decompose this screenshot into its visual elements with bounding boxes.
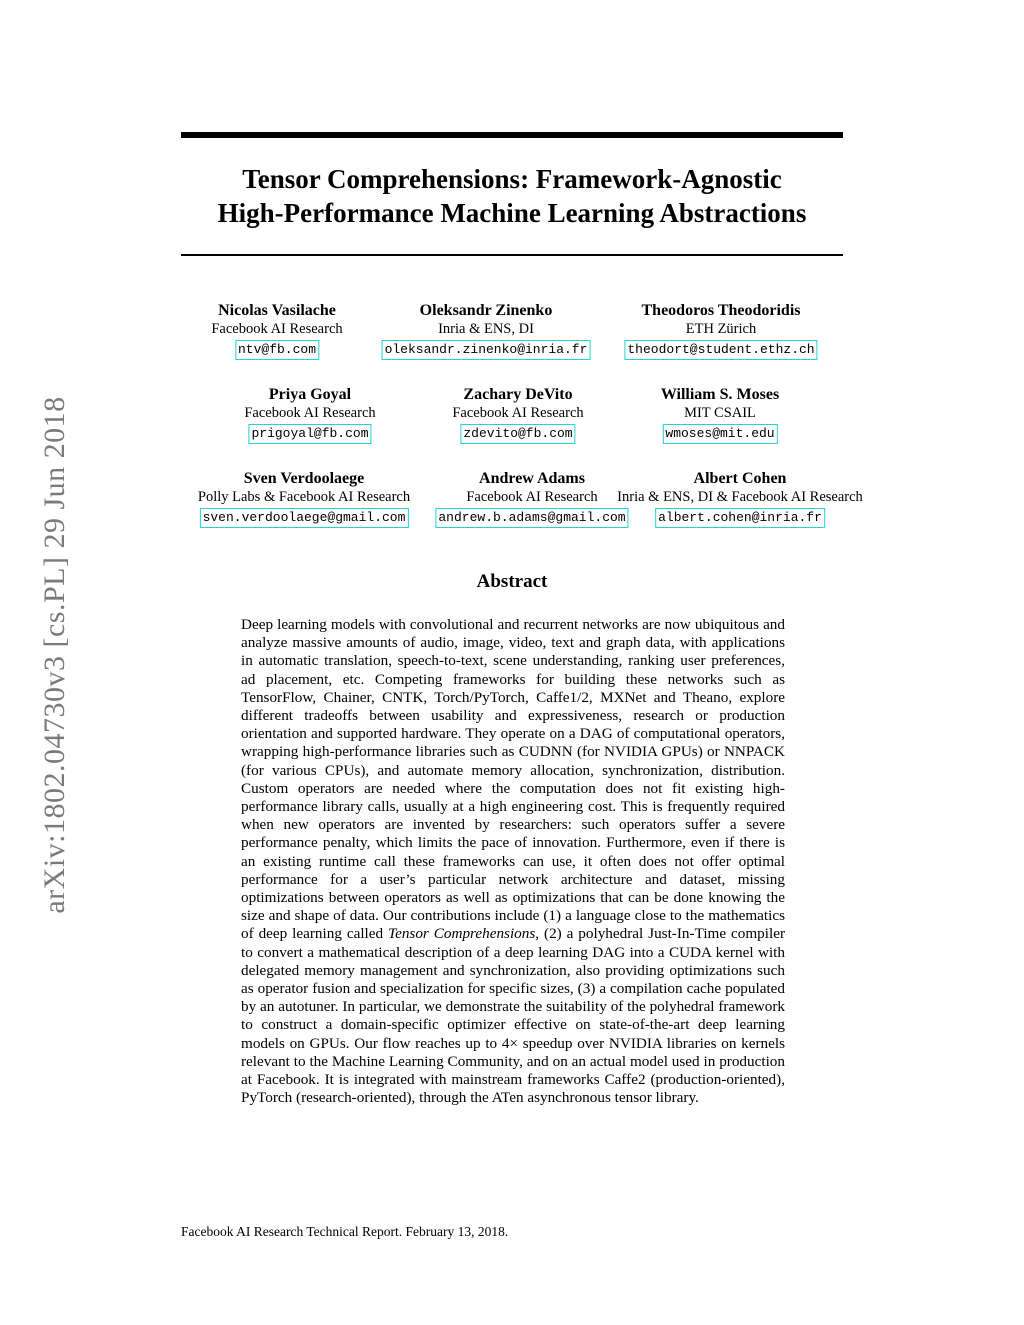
author-email-link[interactable]: wmoses@mit.edu [662,424,777,444]
author-block [244,385,375,444]
author-email-link[interactable]: oleksandr.zinenko@inria.fr [382,340,591,360]
author-email-link[interactable]: prigoyal@fb.com [248,424,371,444]
title-top-rule [181,132,843,138]
paper-title-line-1: Tensor Comprehensions: Framework-Agnostic [242,164,782,194]
author-email-link[interactable]: albert.cohen@inria.fr [655,508,825,528]
paper-title-line-2: High-Performance Machine Learning Abstractions [217,198,807,228]
author-affiliation: Facebook AI Research [466,489,598,505]
abstract-text-part-1: Deep learning models with convolutional and recurrent networks are now ubiquitous and analyze massive amounts of audio, image, video, text and graph data, with applications in automatic translation, speech-to-text, scene understanding, ranking user preferences, ad placement, etc. Competing frameworks for building these networks such as TensorFlow, Chainer, CNTK, Torch/PyTorch, Caffe1/2, MXNet and Theano, explore different tradeoffs between usability and expressiveness, research or production orientation and supported hardware. They operate on a DAG of computational operators, wrapping high-performance libraries such as CUDNN (for NVIDIA GPUs) or NNPACK (for various CPUs), and automate memory allocation, synchronization, distribution. Custom operators are needed where the computation does not fit existing high-performance library calls, usually at a high engineering cost. This is frequently required when new operators are invented by researchers: such operators suffer a severe performance penalty, which limits the pace of innovation. Furthermore, even if there is an existing runtime call these frameworks can use, it often does not offer optimal performance for a user’s particular network architecture and dataset, missing optimizations between operators as well as optimizations that can be done knowing the size and shape of data. Our contributions include (1) a language close to the mathematics of deep learning called [241,616,785,943]
paper-title [181,162,843,230]
author-affiliation: Inria & ENS, DI [438,321,534,337]
author-name: Andrew Adams [479,470,585,487]
author-name: William S. Moses [660,386,780,403]
author-affiliation: ETH Zürich [685,321,757,337]
abstract-text-part-2: , (2) a polyhedral Just-In-Time compiler to convert a mathematical description of a deep learning DAG into a CUDA kernel with delegated memory management and synchronization, also providing optimizations such as operator fusion and specialization for specific sizes, (3) a compilation cache populated by an autotuner. In particular, we demonstrate the suitability of the polyhedral framework to construct a domain-specific optimizer effective on state-of-the-art deep learning models on GPUs. Our flow reaches up to 4× speedup over NVIDIA libraries on kernels relevant to the Machine Learning Community, and on an actual model used in production at Facebook. It is integrated with mainstream frameworks Caffe2 (production-oriented), PyTorch (research-oriented), through the ATen asynchronous tensor library. [241,925,785,1107]
author-block [198,469,410,528]
author-email-link[interactable]: sven.verdoolaege@gmail.com [200,508,409,528]
author-email-link[interactable]: andrew.b.adams@gmail.com [435,508,628,528]
author-affiliation: Facebook AI Research [211,321,343,337]
author-affiliation: Polly Labs & Facebook AI Research [197,489,411,505]
author-name: Zachary DeVito [463,386,573,403]
author-block [382,301,591,360]
author-name: Oleksandr Zinenko [419,302,553,319]
abstract-emphasis: Tensor Comprehensions [388,925,536,943]
abstract-paragraph [241,616,785,1107]
title-bottom-rule [181,254,843,256]
footnote: Facebook AI Research Technical Report. February 13, 2018. [181,1224,509,1239]
arxiv-identifier-stamp: arXiv:1802.04730v3 [cs.PL] 29 Jun 2018 [38,396,71,914]
author-name: Nicolas Vasilache [218,302,336,319]
author-block [452,385,583,444]
author-affiliation: Inria & ENS, DI & Facebook AI Research [617,489,863,505]
author-block [624,301,817,360]
author-email-link[interactable]: zdevito@fb.com [460,424,575,444]
author-block [211,301,342,360]
author-affiliation: MIT CSAIL [684,405,756,421]
author-block [661,385,779,444]
author-email-link[interactable]: theodort@student.ethz.ch [624,340,817,360]
abstract-body [241,616,785,1107]
abstract-heading: Abstract [476,571,548,592]
author-name: Sven Verdoolaege [243,470,365,487]
author-block [435,469,628,528]
author-name: Albert Cohen [693,470,787,487]
author-affiliation: Facebook AI Research [452,405,584,421]
author-email-link[interactable]: ntv@fb.com [235,340,319,360]
author-name: Priya Goyal [268,386,352,403]
author-affiliation: Facebook AI Research [244,405,376,421]
author-block [617,469,863,528]
author-name: Theodoros Theodoridis [641,302,801,319]
